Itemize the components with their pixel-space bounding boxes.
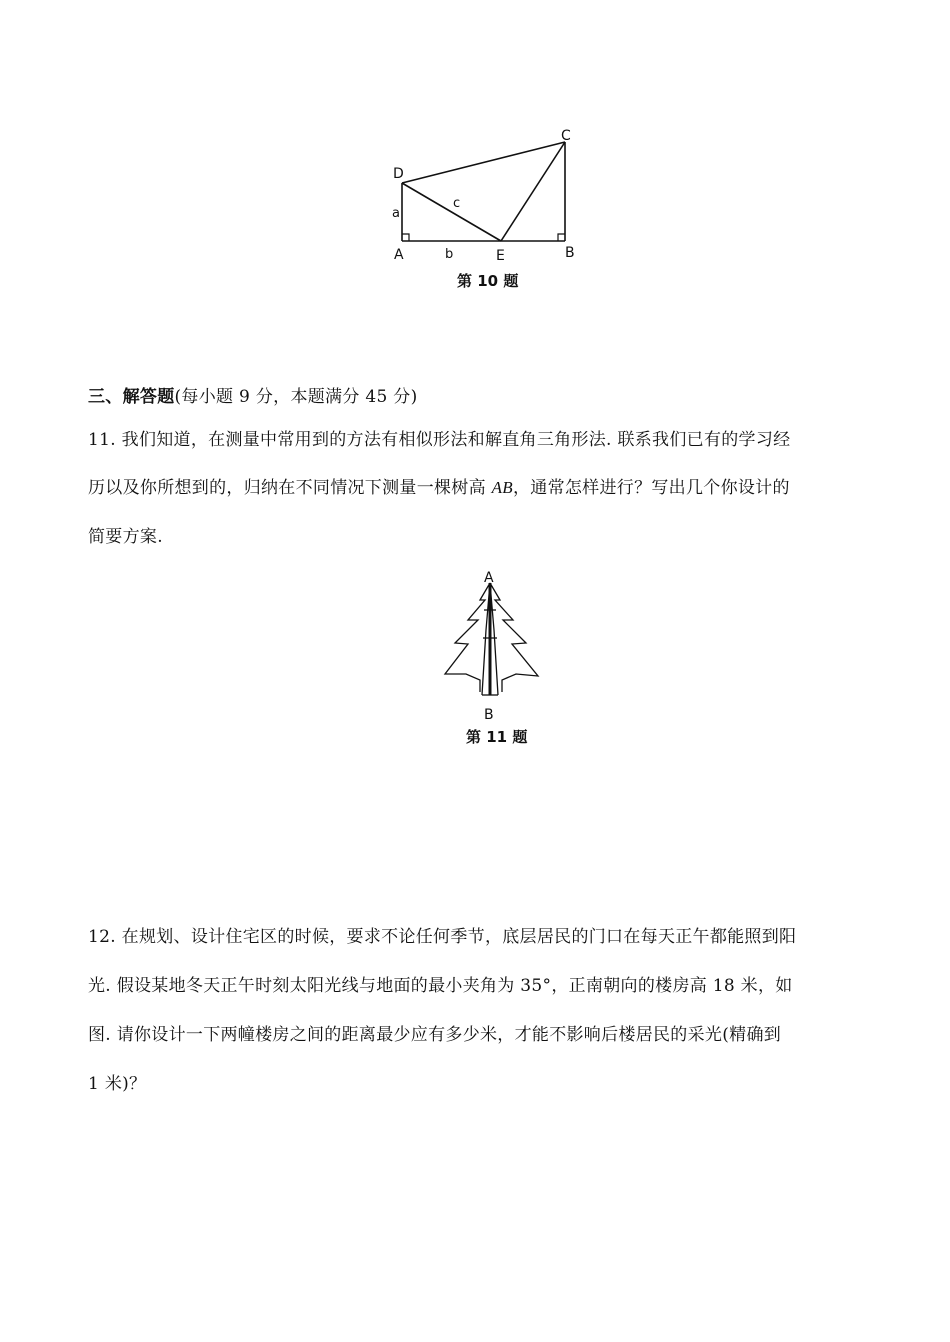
label-a: a [392, 206, 400, 221]
label-B: B [565, 245, 575, 261]
label-A: A [394, 247, 404, 263]
q12-line1: 12. 在规划、设计住宅区的时候，要求不论任何季节，底层居民的门口在每天正午都能照到阳 [88, 927, 797, 947]
q11-line2-pre: 历以及你所想到的，归纳在不同情况下测量一棵树高 [88, 478, 492, 498]
q11-line2-post: ，通常怎样进行？写出几个你设计的 [512, 478, 790, 498]
q11-line2 [88, 473, 790, 498]
q12-line2: 光. 假设某地冬天正午时刻太阳光线与地面的最小夹角为 35°，正南朝向的楼房高 18 米，如 [88, 976, 793, 996]
section-heading [88, 382, 418, 407]
q12-line3: 图. 请你设计一下两幢楼房之间的距离最少应有多少米，才能不影响后楼居民的采光(精确到 [88, 1025, 782, 1045]
q11-line3: 简要方案. [88, 527, 163, 547]
label-E: E [496, 248, 505, 264]
segment-CD [402, 142, 565, 183]
figure-10-caption: 第 10 题 [457, 272, 519, 290]
figure-11-caption: 第 11 题 [466, 728, 528, 746]
section-title: 三、解答题 [88, 387, 175, 407]
q12-line4: 1 米)？ [88, 1074, 147, 1094]
label-C: C [561, 128, 571, 144]
tree-label-B: B [484, 707, 494, 723]
q11-line1: 11. 我们知道，在测量中常用到的方法有相似形法和解直角三角形法. 联系我们已有的学习经 [88, 430, 791, 450]
right-angle-A [402, 234, 409, 241]
segment-DE [402, 183, 501, 241]
figure-10 [385, 125, 575, 295]
right-angle-B [558, 234, 565, 241]
label-D: D [393, 166, 404, 182]
q11-ab: AB [491, 478, 513, 497]
label-c: c [453, 196, 461, 211]
figure-10-diagram [385, 125, 575, 295]
label-b: b [445, 247, 454, 262]
figure-11 [440, 570, 550, 755]
tree-label-A: A [484, 570, 494, 586]
section-note: (每小题 9 分，本题满分 45 分) [174, 387, 418, 407]
figure-11-diagram [440, 570, 550, 755]
segment-EC [501, 142, 565, 241]
